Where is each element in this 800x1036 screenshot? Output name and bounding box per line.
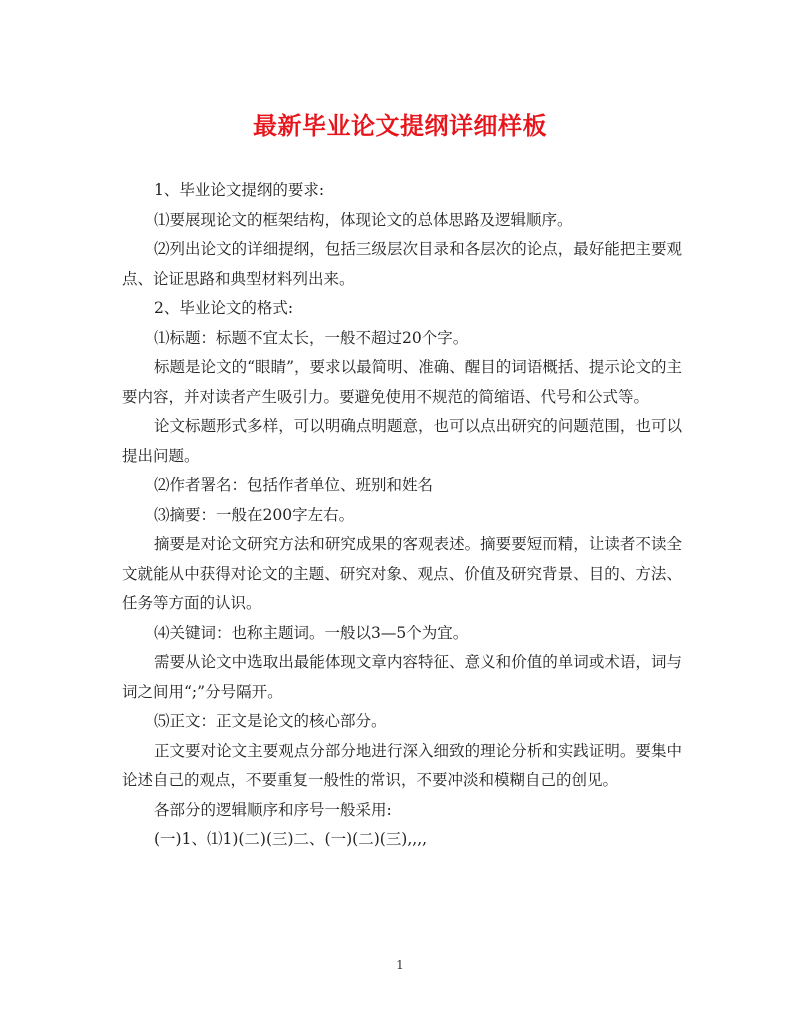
format-item-body: ⑸正文：正文是论文的核心部分。 [154, 712, 387, 730]
section-heading-requirements: 1、毕业论文提纲的要求: [154, 181, 325, 199]
document-body [122, 176, 682, 855]
requirement-item-2: ⑵列出论文的详细提纲，包括三级层次目录和各层次的论点，最好能把主要观点、论证思路和典型材料列出来。 [122, 240, 682, 288]
paragraph-title-forms: 论文标题形式多样，可以明确点明题意，也可以点出研究的问题范围，也可以提出问题。 [122, 417, 682, 465]
format-item-author: ⑵作者署名：包括作者单位、班别和姓名 [154, 476, 434, 494]
paragraph-numbering-sequence: (一)1、⑴1)(二)(三)二、(一)(二)(三),,,, [154, 830, 428, 848]
format-item-keywords: ⑷关键词：也称主题词。一般以3—5个为宜。 [154, 623, 469, 642]
paragraph-body-description: 正文要对论文主要观点分部分地进行深入细致的理论分析和实践证明。要集中论述自己的观点，不要重复一般性的常识，不要冲淡和模糊自己的创见。 [122, 741, 682, 789]
format-item-abstract: ⑶摘要：一般在200字左右。 [154, 505, 355, 524]
document-title: 最新毕业论文提纲详细样板 [253, 111, 547, 140]
paragraph-numbering-intro: 各部分的逻辑顺序和序号一般采用: [154, 800, 392, 819]
paragraph-title-description: 标题是论文的“眼睛”，要求以最简明、准确、醒目的词语概括、提示论文的主要内容，并对读者产生吸引力。要避免使用不规范的简缩语、代号和公式等。 [122, 358, 682, 406]
section-heading-format: 2、毕业论文的格式: [154, 299, 294, 317]
paragraph-abstract-description: 摘要是对论文研究方法和研究成果的客观表述。摘要要短而精，让读者不读全文就能从中获得对论文的主题、研究对象、观点、价值及研究背景、目的、方法、任务等方面的认识。 [122, 535, 682, 612]
paragraph-keywords-description: 需要从论文中选取出最能体现文章内容特征、意义和价值的单词或术语，词与词之间用“;”分号隔开。 [122, 653, 682, 701]
requirement-item-1: ⑴要展现论文的框架结构，体现论文的总体思路及逻辑顺序。 [154, 210, 573, 229]
page-number: 1 [396, 958, 404, 972]
format-item-title: ⑴标题：标题不宜太长，一般不超过20个字。 [154, 328, 469, 347]
